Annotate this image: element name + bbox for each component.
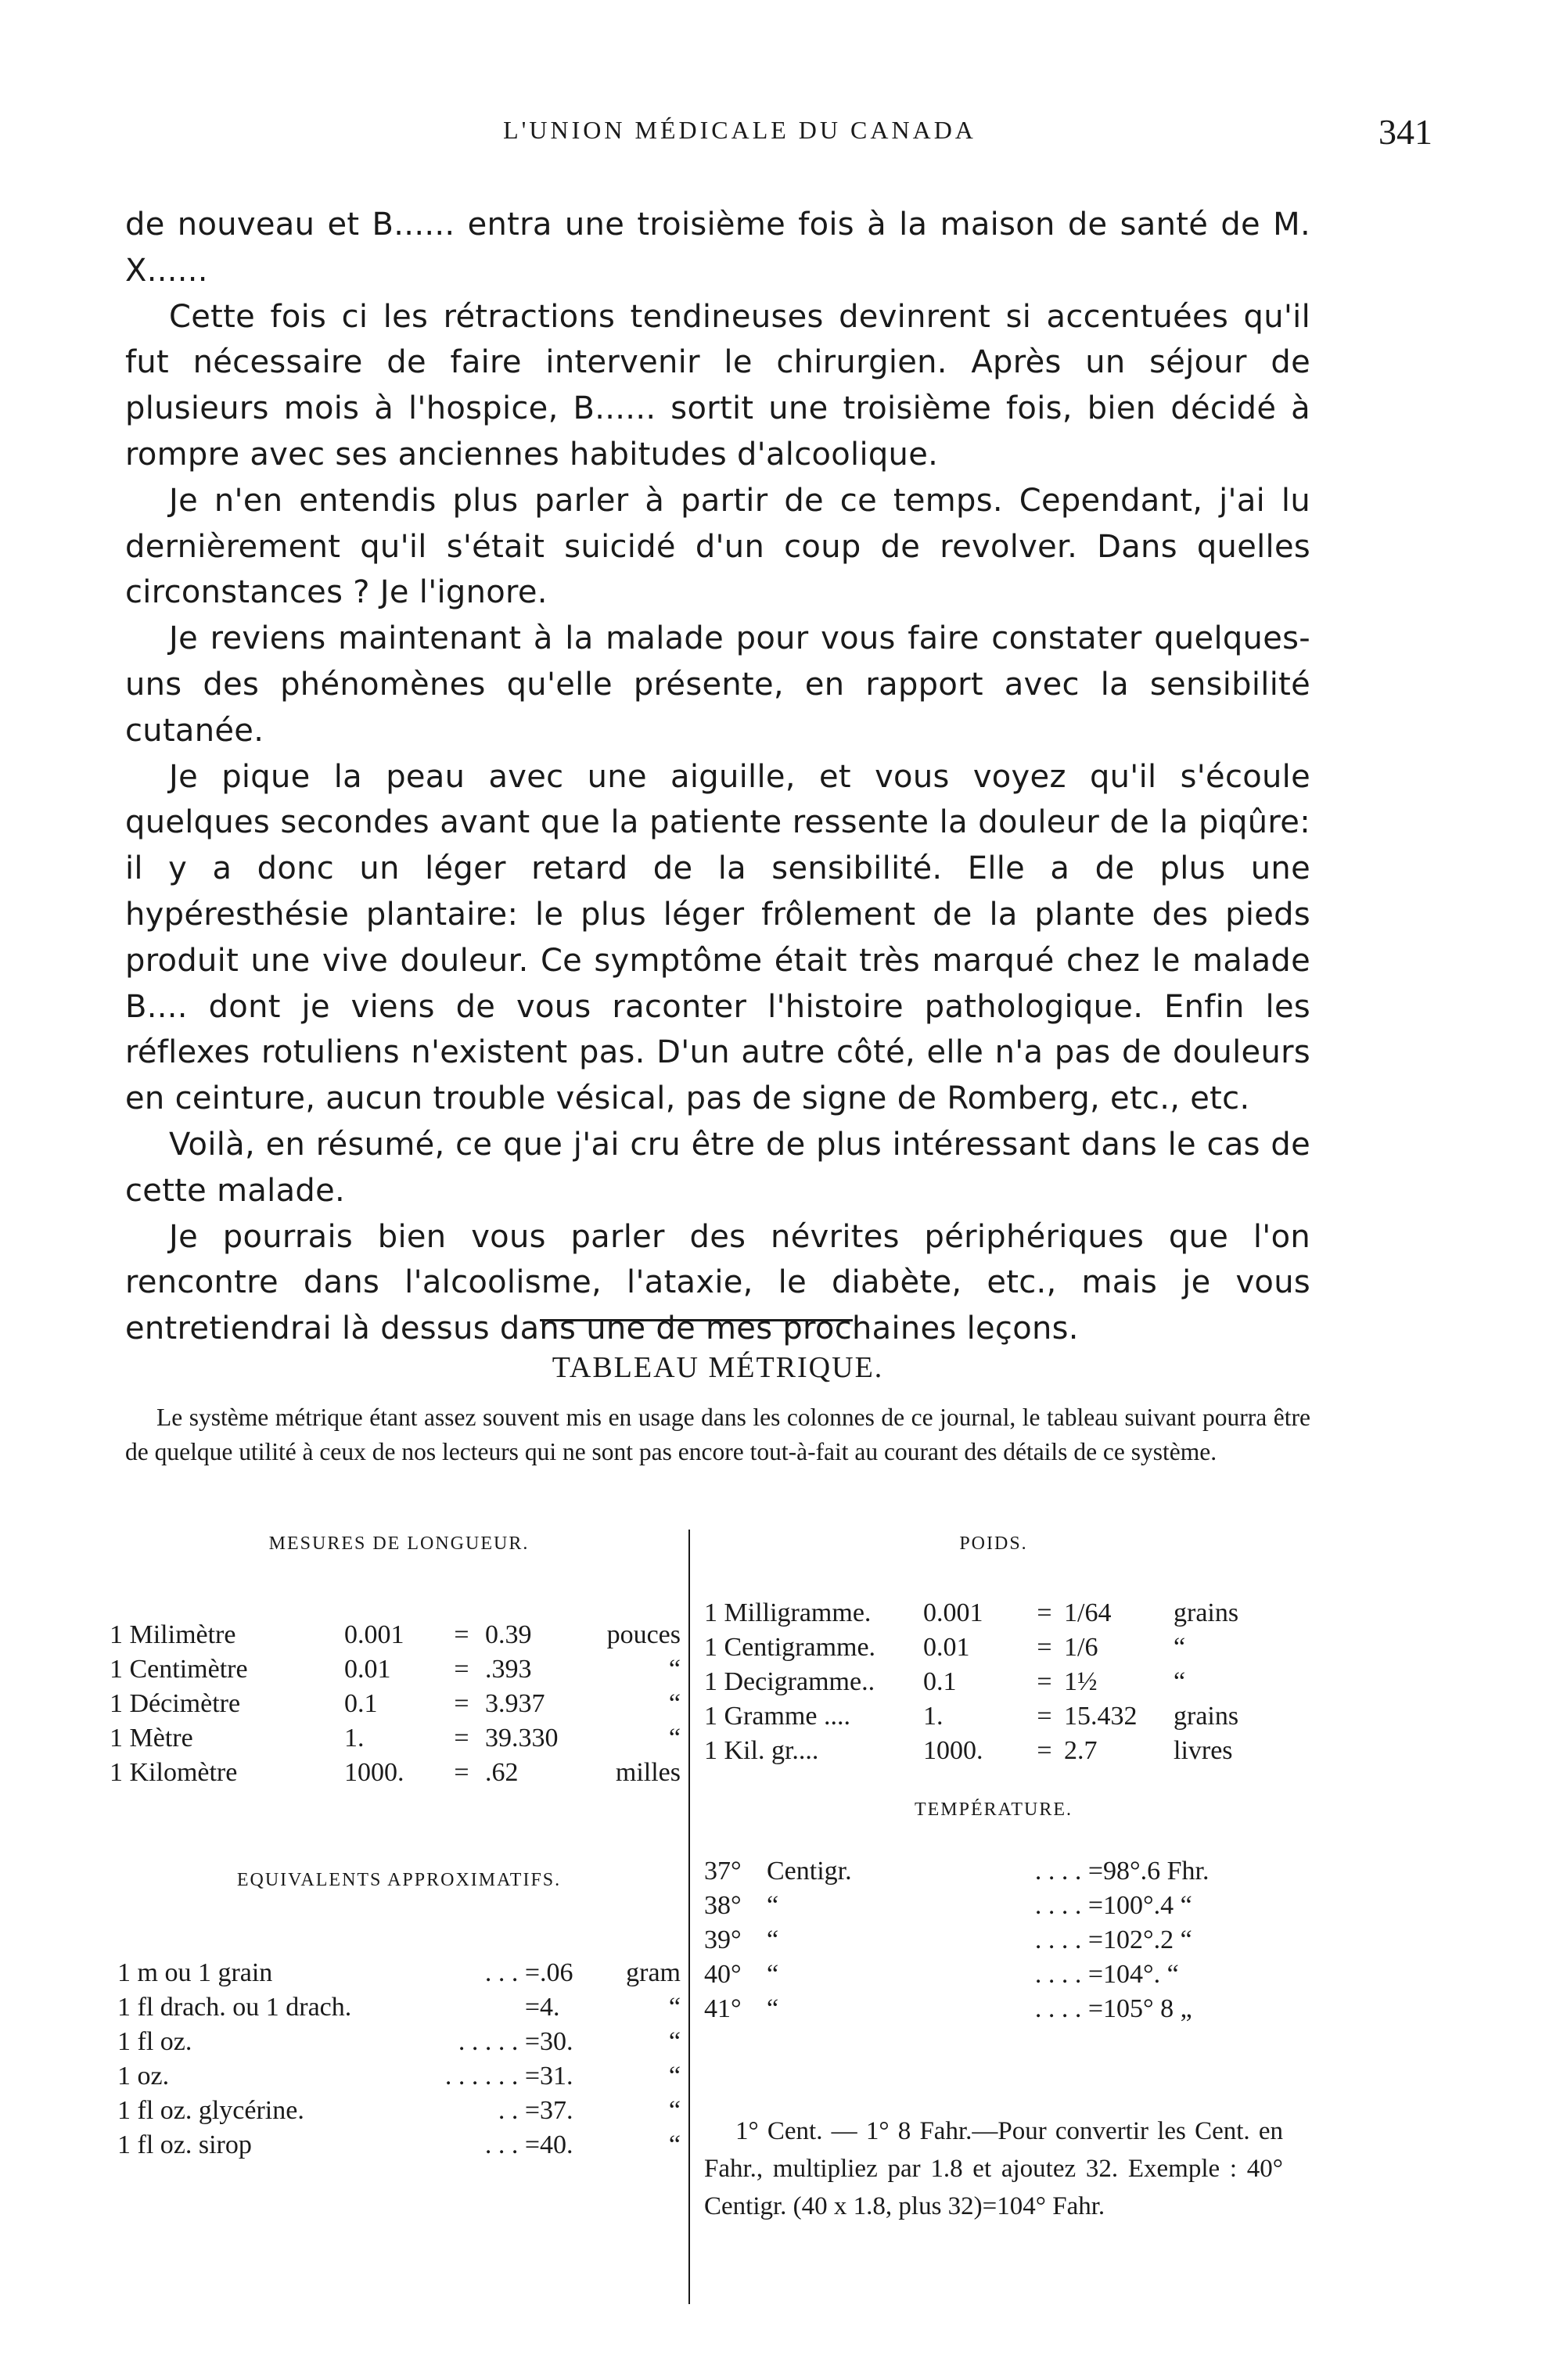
table-cell: = — [524, 1993, 540, 2022]
table-cell: grains — [1174, 1702, 1239, 1731]
table-cell: 1 fl oz. — [117, 2027, 192, 2056]
table-row — [704, 1596, 1283, 1630]
table-cell: “ — [767, 1960, 779, 1989]
paragraph: Je pourrais bien vous parler des névrites périphériques que l'on rencontre dans l'alcoolisme, l'ataxie, le diabète, etc., mais je vous entretiendrai là dessus dans une de mes prochaines leçons. — [125, 1218, 1310, 1347]
table-cell: pouces — [606, 1620, 681, 1649]
poids-heading: POIDS. — [959, 1533, 1028, 1554]
table-cell: 1. — [923, 1702, 944, 1731]
table-cell: .06 — [540, 1958, 573, 1987]
temperature-note — [704, 2112, 1283, 2225]
table-cell: 40° — [704, 1960, 742, 1989]
table-cell: 1 Kil. gr.... — [704, 1736, 819, 1765]
table-cell: 102°.2 “ — [1103, 1925, 1192, 1954]
table-cell: 1 Gramme .... — [704, 1702, 850, 1731]
table-cell: 105° 8 „ — [1103, 1994, 1192, 2023]
table-cell: “ — [668, 1689, 681, 1718]
table-cell: 1 Décimètre — [110, 1689, 241, 1718]
table-cell: 40. — [540, 2130, 573, 2159]
table-cell: = — [1037, 1633, 1052, 1662]
table-cell: 1 Centimètre — [110, 1655, 248, 1684]
intro-paragraph: Le système métrique étant assez souvent mis en usage dans les colonnes de ce journal, le tableau suivant pourra être de quelque utilité à ceux de nos lecteurs qui ne sont pas encore tout-à-fait au courant des détails de ce système. — [125, 1404, 1310, 1465]
table-cell: . . . . = — [1034, 1891, 1103, 1920]
table-cell: . . . . . = — [458, 2027, 540, 2056]
page-number: 341 — [1378, 112, 1432, 152]
table-cell: “ — [668, 1724, 681, 1753]
table-cell: Centigr. — [767, 1857, 852, 1886]
table-cell: = — [454, 1758, 469, 1787]
table-cell: 1 fl drach. ou 1 drach. — [117, 1993, 352, 2022]
table-cell: 1 Milimètre — [110, 1620, 236, 1649]
table-row — [117, 2094, 681, 2128]
article-body — [125, 202, 1310, 1352]
table-row — [117, 2128, 681, 2162]
table-cell: . . . . = — [1034, 1960, 1103, 1989]
table-cell: 3.937 — [485, 1689, 545, 1718]
paragraph: Cette fois ci les rétractions tendineuses devinrent si accentuées qu'il fut nécessaire de faire intervenir le chirurgien. Après un séjour de plusieurs mois à l'hospice, B...... sortit une troisième fois, bien décidé à rompre avec ses anciennes habitudes d'alcoolique. — [125, 298, 1310, 473]
section-divider — [540, 1319, 853, 1321]
table-cell: 1/64 — [1064, 1598, 1112, 1627]
table-cell: 2.7 — [1064, 1736, 1098, 1765]
table-cell: 1 fl oz. glycérine. — [117, 2096, 304, 2125]
table-cell: “ — [668, 2062, 681, 2091]
table-cell: 1 Mètre — [110, 1724, 193, 1753]
table-cell: 0.1 — [344, 1689, 378, 1718]
longueur-table — [110, 1618, 681, 1790]
table-cell: “ — [668, 2027, 681, 2056]
table-cell: 1/6 — [1064, 1633, 1098, 1662]
equivalents-table — [117, 1956, 681, 2162]
table-cell: .393 — [485, 1655, 532, 1684]
table-cell: “ — [1174, 1667, 1186, 1696]
table-row — [704, 1958, 1283, 1992]
table-row — [110, 1687, 681, 1721]
table-cell: 1. — [344, 1724, 365, 1753]
table-row — [110, 1756, 681, 1790]
table-cell: = — [1037, 1667, 1052, 1696]
table-cell: “ — [668, 1993, 681, 2022]
poids-table — [704, 1596, 1283, 1768]
table-cell: = — [1037, 1598, 1052, 1627]
table-row — [704, 1630, 1283, 1665]
table-row — [110, 1652, 681, 1687]
longueur-heading: MESURES DE LONGUEUR. — [268, 1533, 530, 1554]
table-cell: 1 Kilomètre — [110, 1758, 238, 1787]
table-cell: 1 Milligramme. — [704, 1598, 872, 1627]
table-cell: “ — [767, 1994, 779, 2023]
page-header — [125, 94, 1432, 152]
table-cell: 41° — [704, 1994, 742, 2023]
table-row — [704, 1992, 1283, 2026]
paragraph: Je n'en entendis plus parler à partir de ce temps. Cependant, j'ai lu dernièrement qu'il s'était suicidé d'un coup de revolver. Dans quelles circonstances ? Je l'ignore. — [125, 482, 1310, 611]
table-cell: = — [1037, 1702, 1052, 1731]
table-cell: milles — [615, 1758, 681, 1787]
table-cell: . . . . . . = — [444, 2062, 540, 2091]
table-cell: 37. — [540, 2096, 573, 2125]
table-cell: . . . . = — [1034, 1925, 1103, 1954]
table-row — [117, 2025, 681, 2059]
table-cell: 1 Decigramme.. — [704, 1667, 875, 1696]
table-cell: livres — [1174, 1736, 1233, 1765]
table-cell: 0.1 — [923, 1667, 957, 1696]
table-cell: 98°.6 Fhr. — [1103, 1857, 1210, 1886]
table-cell: “ — [767, 1891, 779, 1920]
table-title: TABLEAU MÉTRIQUE. — [552, 1351, 884, 1384]
table-cell: 4. — [540, 1993, 560, 2022]
table-cell: 1000. — [344, 1758, 404, 1787]
temperature-table — [704, 1854, 1283, 2026]
conversion-note: 1° Cent. — 1° 8 Fahr.—Pour convertir les Cent. en Fahr., multipliez par 1.8 et ajoutez 32. Exemple : 40° Centigr. (40 x 1.8, plus 32)=104° Fahr. — [704, 2117, 1283, 2220]
table-cell: 39° — [704, 1925, 742, 1954]
table-cell: = — [454, 1655, 469, 1684]
table-cell: 37° — [704, 1857, 742, 1886]
table-cell: 1000. — [923, 1736, 983, 1765]
table-cell: . . . = — [484, 1958, 540, 1987]
table-cell: . . . . = — [1034, 1994, 1103, 2023]
table-cell: “ — [668, 2130, 681, 2159]
table-cell: 104°. “ — [1103, 1960, 1179, 1989]
table-cell: 30. — [540, 2027, 573, 2056]
table-cell: . . = — [498, 2096, 540, 2125]
table-cell: . . . = — [484, 2130, 540, 2159]
table-cell: 0.001 — [923, 1598, 983, 1627]
table-cell: “ — [1174, 1633, 1186, 1662]
column-divider — [688, 1530, 690, 2304]
table-cell: grains — [1174, 1598, 1239, 1627]
table-row — [704, 1889, 1283, 1923]
table-intro — [125, 1400, 1310, 1469]
table-cell: “ — [668, 1655, 681, 1684]
table-cell: 39.330 — [485, 1724, 559, 1753]
table-cell: 0.01 — [344, 1655, 391, 1684]
running-title: L'UNION MÉDICALE DU CANADA — [503, 116, 976, 144]
table-cell: gram — [626, 1958, 681, 1987]
table-row — [117, 1990, 681, 2025]
table-cell: 1 oz. — [117, 2062, 170, 2091]
table-cell: 0.001 — [344, 1620, 404, 1649]
table-row — [704, 1665, 1283, 1699]
table-cell: 31. — [540, 2062, 573, 2091]
table-row — [704, 1699, 1283, 1734]
table-cell: 1 fl oz. sirop — [117, 2130, 252, 2159]
paragraph: Voilà, en résumé, ce que j'ai cru être de plus intéressant dans le cas de cette malade. — [125, 1126, 1310, 1209]
paragraph: Je pique la peau avec une aiguille, et vous voyez qu'il s'écoule quelques secondes avant que la patiente ressente la douleur de la piqûre: il y a donc un léger retard de la sensibilité. Elle a de plus une hypéresthésie plantaire: le plus léger frôlement de la plante des pieds produit une vive douleur. Ce symptôme était très marqué chez le malade B.... dont je viens de vous raconter l'histoire pathologique. Enfin les réflexes rotuliens n'existent pas. D'un autre côté, elle n'a pas de douleurs en ceinture, aucun trouble vésical, pas de signe de Romberg, etc., etc. — [125, 758, 1310, 1117]
table-row — [110, 1721, 681, 1756]
table-cell: 38° — [704, 1891, 742, 1920]
paragraph: Je reviens maintenant à la malade pour vous faire constater quelques-uns des phénomènes qu'elle présente, en rapport avec la sensibilité cutanée. — [125, 620, 1310, 749]
table-row — [704, 1734, 1283, 1768]
table-cell: “ — [767, 1925, 779, 1954]
table-cell: 15.432 — [1064, 1702, 1138, 1731]
table-row — [704, 1923, 1283, 1958]
table-cell: .62 — [485, 1758, 519, 1787]
paragraph: de nouveau et B...... entra une troisième fois à la maison de santé de M. X...... — [125, 207, 1310, 289]
table-cell: “ — [668, 2096, 681, 2125]
table-cell: 100°.4 “ — [1103, 1891, 1192, 1920]
table-row — [110, 1618, 681, 1652]
table-cell: = — [454, 1620, 469, 1649]
table-cell: = — [454, 1724, 469, 1753]
table-cell: = — [454, 1689, 469, 1718]
table-cell: 0.39 — [485, 1620, 532, 1649]
table-cell: 0.01 — [923, 1633, 970, 1662]
table-cell: 1½ — [1064, 1667, 1098, 1696]
table-cell: 1 Centigramme. — [704, 1633, 876, 1662]
temperature-heading: TEMPÉRATURE. — [914, 1799, 1073, 1820]
table-cell: 1 m ou 1 grain — [117, 1958, 273, 1987]
table-row — [704, 1854, 1283, 1889]
equivalents-heading: EQUIVALENTS APPROXIMATIFS. — [236, 1870, 562, 1890]
table-row — [117, 2059, 681, 2094]
table-cell: = — [1037, 1736, 1052, 1765]
table-row — [117, 1956, 681, 1990]
table-cell: . . . . = — [1034, 1857, 1103, 1886]
